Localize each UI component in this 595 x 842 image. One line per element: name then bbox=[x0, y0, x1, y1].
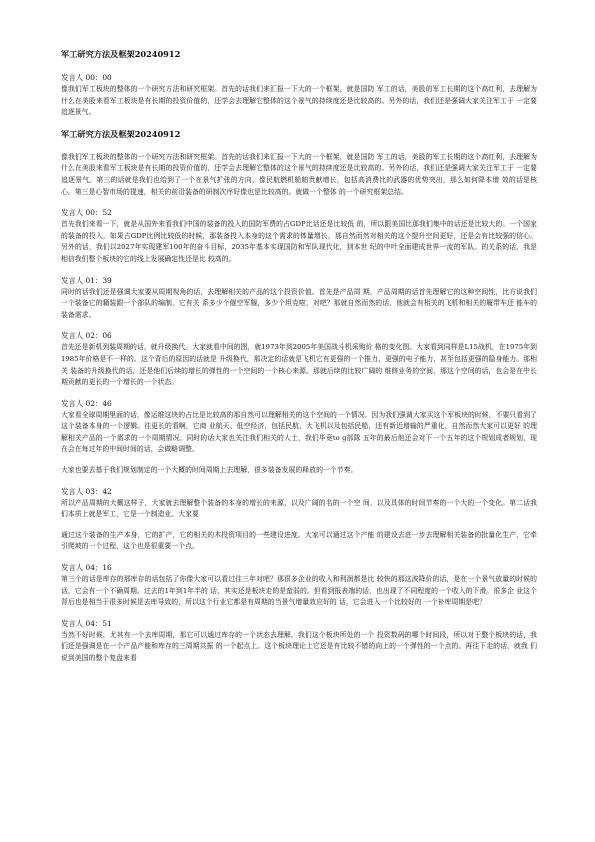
speaker-timestamp: 发言人 04：51 bbox=[61, 618, 112, 628]
transcript-paragraph: 第三个的话是库存的那库存的话包括了你像大家可以看过往三年对吧？那很多企业的收入和利润都是比 较快的那这波降价的话，是在一个景气放量的时候的话，它会有一个不确周期。过去的1年到1年半的 话，其实还是板块走的是蛮弱的。但看到报表端的话，也出现了不同程度的一个收入的下滑。很多企 业这个背后也是相当于很多时候是去库导致的，所以这个行业它都是有周期的当景气增量效应好的 话，它会进入一个比较好的 一个补库周期是吧？ bbox=[61, 575, 537, 607]
document-title-repeat: 军工研究方法及框架20240912 bbox=[61, 128, 181, 139]
transcript-section bbox=[61, 398, 537, 456]
speaker-timestamp: 发言人 00：00 bbox=[61, 73, 112, 82]
transcript-paragraph: 首先我们来看一下，就是从国外来看我们中国的装备的投入的国防军费的占GDP比话还是比较低 的，所以跟美国比那我们集中的话还是比较大的。一个国家的装备的投入，如果占GDP比例比较低的时候，那装备投入本身的这个需求的体量增长，那自然而然对相关的这个提升空间更好，还是会有比较强的信心。另外的话，我们以2027年实现建军100年的奋斗目标，2035年基本实现国防和军队现代化，到本世 纪的中叶全面建成世界一流的军队。的关系的话，我是相信我们整个板块的它的线上发展确定性还是比 较高的。 bbox=[61, 220, 537, 263]
transcript-paragraph: 首先还是新机列装周期的话，就升级换代。大家就看中间的图，就1973年到2005年美国战斗机采购价 格的变化图。大家看到同样是L15战机，在1975年到1985年价格是不一样的。这个背后的原因的话就是 升级换代，那决定的话就是飞机它有更强的一个推力，更强的电子能力，甚至包括更强的隐身能力。那相关 装备的升级换代的话，还是他们后续的增长的弹性的一个空间的一个核心来源。那就后续的比较广阔的 维修业务的空间，那这个空间的话，也会是在中长期贡献的更长的一个增长的一个状态。 bbox=[61, 343, 537, 387]
transcript-paragraph: 当然不好时候，尤其有一个去库周期，那它可以通过库存的一个状态去理解。我们这个板块所处的一个 投资数码的哪个时间段，所以对于整个板块的话，我们还是强调是在一个产品产能和库存的三周期共振 的一个起点上。这个板块理论上它还是有比较不错的向上的一个弹性的一个点的。再往下走的话，就我 们说到美国的整个复盘来看 bbox=[61, 630, 537, 662]
speaker-timestamp: 发言人 01：39 bbox=[61, 275, 112, 285]
speaker-timestamp: 发言人 02：46 bbox=[61, 398, 112, 408]
transcript-section bbox=[61, 465, 537, 477]
transcript-section bbox=[61, 152, 537, 198]
transcript-section bbox=[61, 562, 537, 609]
transcript-section bbox=[61, 275, 537, 322]
speaker-timestamp: 发言人 04：16 bbox=[61, 563, 112, 573]
speaker-timestamp: 发言人 03：42 bbox=[61, 486, 112, 496]
speaker-timestamp: 发言人 00：52 bbox=[61, 208, 112, 218]
transcript-section bbox=[61, 486, 537, 521]
transcript-paragraph: 通过这个装备的生产本身，它的扩产，它的相关的木投资项目的一些建设进度。大家可以通过这个产能 的建设去进一步去理解相关装备的批量化生产，它牵引爬坡的一个过程，这个也是很重要一个点。 bbox=[61, 530, 537, 551]
transcript-section bbox=[61, 330, 537, 388]
transcript-section bbox=[61, 618, 537, 665]
document-title: 军工研究方法及框架20240912 bbox=[61, 49, 181, 59]
transcript-paragraph: 同时的话我们还是强调大家要从周期视角的话，去理解相关的产品的这个投资价值。首先是产品周 期，产品周期的话首先理解它的这种空间性，比方说我们一个装备它的籍装跟一个部队的编制，它有关 系多少个舰空军舰，多少个坦克啦，对吧？那就自然而然的话，他就会有相关的飞机和相关的履带车还 能车的装备需求。 bbox=[61, 287, 537, 319]
document-content bbox=[61, 48, 537, 674]
transcript-paragraph: 大家看全球周期里面的话，像运维这块的占比是比较高的那自然可以理解相关的这个空间的一个情况。因为我们强调大家买这个军板块的时候，不要只看到了这个装备本身的一个逻辑。往更长的看啊，它商 业航天、低空经济，包括民航、大飞机以及包括民船，还有新近增输的严重化，自然而然大家可以更好 的理解相关产品的一个需求的一个周期情况。同时的话大家也关注我们相关的人士，我们毕竟to g部隊 五年的最后他还会对下一个五年的这个规划成者规划，现在会在每过年的中间时间的话，会做略调整。 bbox=[61, 410, 537, 454]
speaker-timestamp: 发言人 02：06 bbox=[61, 331, 112, 341]
transcript-section bbox=[61, 530, 537, 553]
transcript-paragraph: 像我们军工板块的整体的一个研究方法和研究框架。首先的话我们来汇报一下大的一个框架，就是国防 军工的话，美股的军工长期的这个高红利，去理解为什么在美股来看军工板块是有长期的投资价值的，还学会去理解它整体的这个景气的持续度还是比较高的。另外的话，我们还是强调大家关注军工于 一定要追逐景气。 bbox=[61, 85, 537, 117]
transcript-paragraph: 大家也要去基于我们规划制定的一个大概的时间周期上去理解，很多装备发展的释放的一个节奏。 bbox=[61, 466, 358, 475]
transcript-section bbox=[61, 72, 537, 119]
transcript-paragraph: 像我们军工板块的整体的一个研究方法和研究框架。首先的话我们来汇报一下大的一个框架，就是国防 军工的话，美股的军工长期的这个高红利，去理解为什么在美股来看军工板块是有长期的投资价值的，还学会去理解它整体的这个景气的持续度还是比较高的。另外的话，我们还是强调大家关注军工于 一定要追逐景气。第三的话就是我们也给到了一个在景气扩张的方向，像民航燃机船舶贵献增长，包括高消费比的武器的优势突出，那么如何降本增 效的话是核心。第三是心智市场的提速，相关的前沿装备的研制次序好像也是比较高的。就做一个整体 的一个研究框架总结。 bbox=[61, 152, 537, 196]
transcript-paragraph: 所以产品周期的大概这样子，大家就去理解整个装备的本身的增长的来源，以及广阔的名的一个空 间，以及具体的时间节奏的一个大的一个变化。第二话我们本质上就是军工，它是一个制造业。大家要 bbox=[61, 498, 537, 519]
transcript-section bbox=[61, 207, 537, 265]
